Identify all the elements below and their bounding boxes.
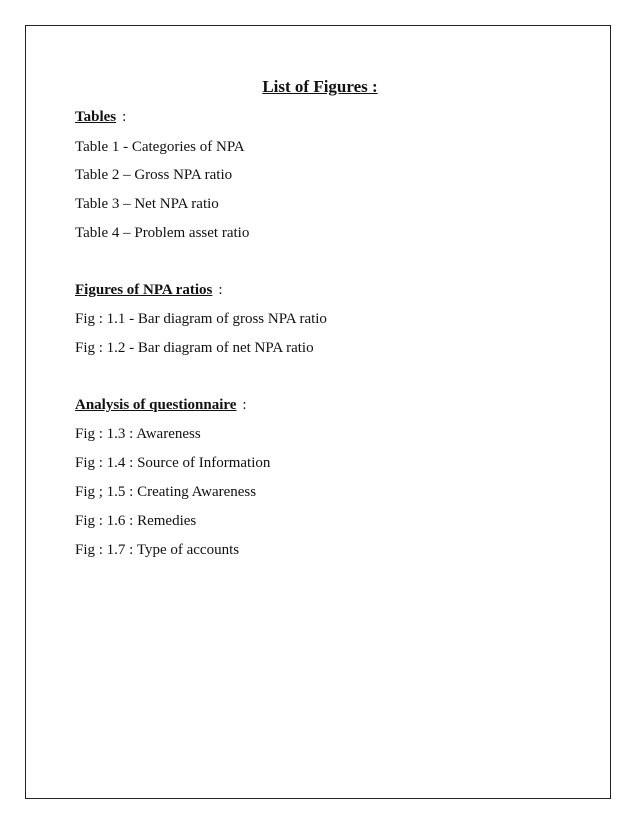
section-heading-colon: : xyxy=(122,109,127,125)
list-item: Table 1 - Categories of NPA xyxy=(75,139,245,155)
list-item: Table 3 – Net NPA ratio xyxy=(75,196,219,212)
list-item: Table 4 – Problem asset ratio xyxy=(75,225,250,241)
section-heading-analysis xyxy=(75,395,247,415)
list-item: Fig : 1.2 - Bar diagram of net NPA ratio xyxy=(75,340,314,356)
list-item: Table 2 – Gross NPA ratio xyxy=(75,167,233,183)
section-heading-colon: : xyxy=(218,282,223,298)
list-item: Fig : 1.1 - Bar diagram of gross NPA ratio xyxy=(75,311,327,327)
section-heading-text: Analysis of questionnaire xyxy=(75,397,237,413)
list-item: Fig : 1.3 : Awareness xyxy=(75,426,201,442)
section-heading-colon: : xyxy=(242,397,247,413)
page-title: List of Figures : xyxy=(262,77,378,96)
section-heading-text: Tables xyxy=(75,109,117,125)
section-heading-figures xyxy=(75,280,223,300)
section-heading-tables xyxy=(75,107,126,127)
list-item: Fig : 1.6 : Remedies xyxy=(75,513,197,529)
section-heading-text: Figures of NPA ratios xyxy=(75,282,213,298)
list-item: Fig : 1.4 : Source of Information xyxy=(75,455,271,471)
list-item: Fig : 1.7 : Type of accounts xyxy=(75,542,240,558)
list-item: Fig ; 1.5 : Creating Awareness xyxy=(75,484,257,500)
